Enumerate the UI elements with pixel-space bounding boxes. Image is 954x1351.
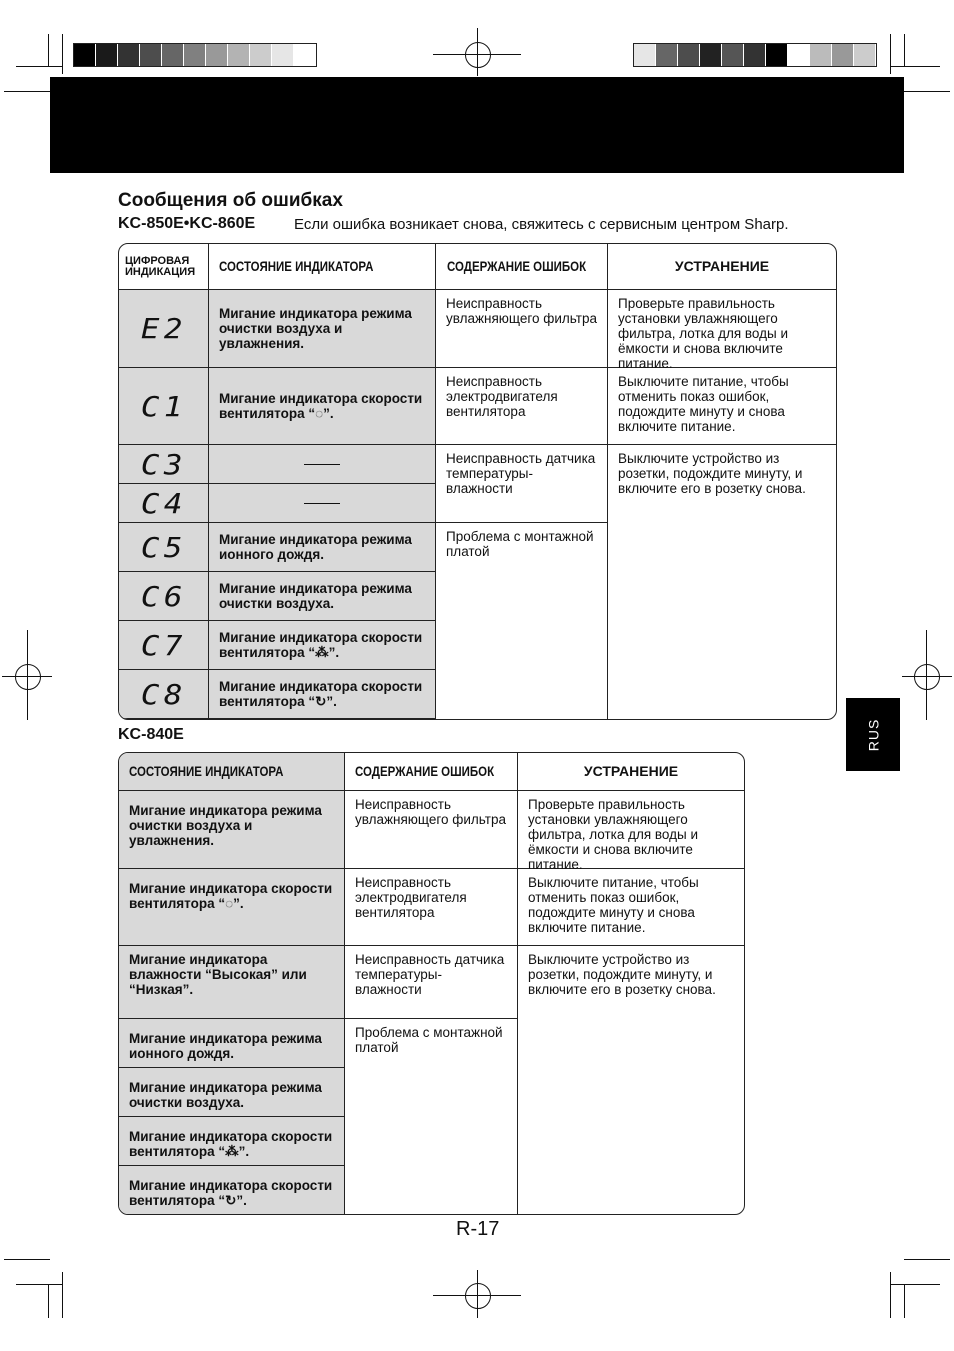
crop-mark: [4, 91, 50, 92]
fix-cell: Проверьте правильность установки увлажняющего фильтра, лотка для воды и ёмкости и снова включите питание.: [608, 290, 836, 368]
indicator-state: Мигание индикатора скорости вентилятора “↻”.: [119, 1166, 345, 1215]
header-content: СОДЕРЖАНИЕ ОШИБОК: [345, 753, 518, 791]
header-state: СОСТОЯНИЕ ИНДИКАТОРА: [119, 753, 345, 791]
header-state: СОСТОЯНИЕ ИНДИКАТОРА: [209, 244, 436, 290]
registration-mark: [902, 676, 952, 677]
indicator-state: Мигание индикатора режима очистки воздуха.: [209, 572, 436, 621]
crop-mark: [62, 1272, 63, 1318]
crop-mark: [904, 91, 950, 92]
crop-mark: [890, 1272, 891, 1318]
indicator-state: Мигание индикатора режима очистки воздуха и увлажнения.: [209, 290, 436, 368]
digital-code: C6: [119, 572, 209, 621]
content-cell: Проблема с монтажной платой: [436, 523, 608, 719]
table-row: [119, 572, 436, 621]
indicator-state: [209, 484, 436, 523]
header-fix: УСТРАНЕНИЕ: [518, 753, 744, 791]
registration-mark: [27, 630, 28, 720]
content-cell: Неисправность датчика температуры-влажности: [345, 946, 518, 1019]
header-fix: УСТРАНЕНИЕ: [608, 244, 836, 290]
fix-cell: Выключите устройство из розетки, подождите минуту, и включите его в розетку снова.: [528, 952, 716, 997]
content-cell: Неисправность электродвигателя вентилятора: [345, 869, 518, 946]
table-row: [119, 445, 436, 484]
table-row: [119, 484, 436, 523]
no-indication-dash: [304, 503, 340, 504]
crop-mark: [890, 66, 940, 67]
digital-code: C8: [119, 670, 209, 719]
model-heading-2: KC-840E: [118, 726, 184, 743]
page-number: R-17: [456, 1218, 500, 1240]
table-row: [119, 621, 436, 670]
registration-mark: [477, 1270, 478, 1318]
digital-code: C1: [119, 368, 209, 445]
crop-mark: [48, 34, 49, 66]
indicator-state: Мигание индикатора скорости вентилятора “◌”.: [209, 368, 436, 445]
table-row: [119, 368, 436, 445]
header-band: [50, 77, 904, 173]
registration-mark: [477, 28, 478, 76]
crop-mark: [4, 1259, 50, 1260]
color-bar-right: [633, 43, 877, 67]
service-note: Если ошибка возникает снова, свяжитесь с сервисным центром Sharp.: [294, 216, 789, 233]
page-title: Сообщения об ошибках: [118, 190, 343, 211]
crop-mark: [62, 34, 63, 74]
registration-mark: [465, 1283, 491, 1309]
table-row: [119, 670, 436, 719]
fix-cell: Выключите питание, чтобы отменить показ ошибок, подождите минуту и снова включите питание.: [518, 869, 744, 946]
digital-code: C4: [119, 484, 209, 523]
content-cell: Проблема с монтажной платой: [345, 1019, 518, 1214]
table-row: [119, 290, 436, 368]
indicator-state: Мигание индикатора скорости вентилятора “◌”.: [119, 869, 345, 946]
content-cell: Неисправность электродвигателя вентилятора: [436, 368, 608, 445]
digital-code: E2: [119, 290, 209, 368]
crop-mark: [890, 34, 891, 74]
indicator-state: Мигание индикатора режима ионного дождя.: [209, 523, 436, 572]
color-bar-left: [73, 43, 317, 67]
digital-code: C3: [119, 445, 209, 484]
indicator-state: [209, 445, 436, 484]
crop-mark: [48, 1284, 49, 1318]
indicator-state: Мигание индикатора влажности “Высокая” или “Низкая”.: [119, 946, 345, 1019]
table-row: [119, 523, 436, 572]
fix-cell: Выключите питание, чтобы отменить показ ошибок, подождите минуту и снова включите питание.: [608, 368, 836, 445]
indicator-state: Мигание индикатора режима ионного дождя.: [119, 1019, 345, 1068]
registration-mark: [926, 630, 927, 720]
crop-mark: [16, 1284, 62, 1285]
no-indication-dash: [304, 464, 340, 465]
language-tab: RUS: [846, 698, 900, 771]
registration-mark: [15, 664, 41, 690]
fix-cell: Проверьте правильность установки увлажняющего фильтра, лотка для воды и ёмкости и снова включите питание.: [518, 791, 744, 869]
crop-mark: [904, 1284, 905, 1318]
fix-cell: Выключите устройство из розетки, подождите минуту, и включите его в розетку снова.: [618, 451, 806, 496]
indicator-state: Мигание индикатора скорости вентилятора “⁂”.: [119, 1117, 345, 1166]
content-cell: Неисправность датчика температуры-влажности: [436, 445, 608, 523]
content-cell: Неисправность увлажняющего фильтра: [436, 290, 608, 368]
registration-mark: [465, 42, 491, 68]
indicator-state: Мигание индикатора режима очистки воздуха и увлажнения.: [119, 791, 345, 869]
model-heading: KC-850E•KC-860E: [118, 215, 256, 232]
indicator-state: Мигание индикатора скорости вентилятора “↻”.: [209, 670, 436, 719]
crop-mark: [904, 1259, 950, 1260]
crop-mark: [16, 66, 62, 67]
indicator-state: Мигание индикатора скорости вентилятора “⁂”.: [209, 621, 436, 670]
crop-mark: [904, 34, 905, 66]
error-table-1: [118, 243, 837, 720]
indicator-state: Мигание индикатора режима очистки воздуха.: [119, 1068, 345, 1117]
content-cell: Неисправность увлажняющего фильтра: [345, 791, 518, 869]
digital-code: C5: [119, 523, 209, 572]
header-content: СОДЕРЖАНИЕ ОШИБОК: [436, 244, 608, 290]
registration-mark: [914, 664, 940, 690]
crop-mark: [890, 1284, 940, 1285]
error-table-2: [118, 752, 745, 1215]
header-digital: ЦИФРОВАЯ ИНДИКАЦИЯ: [119, 244, 209, 290]
digital-code: C7: [119, 621, 209, 670]
